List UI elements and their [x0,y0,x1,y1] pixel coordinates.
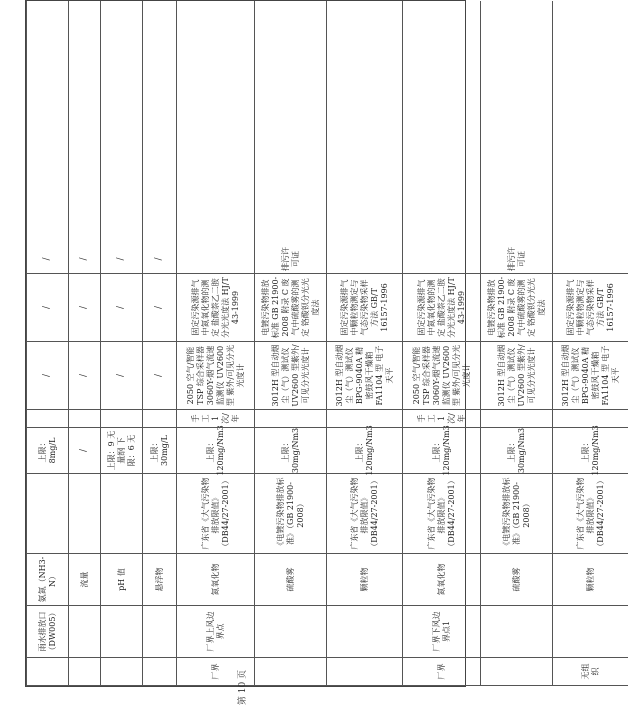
cell-method: 3012H 型自动烟尘（气）测试仪 UV2600 型紫外/可见分光光度计 [255,342,326,410]
cell-cert: 电镀污染物排放标准 GB 21900-2008 附录 C 废气中硫酸雾的测定 铬酸钡分光光度法 [481,274,552,342]
cell-freq [101,410,142,428]
cell-limit: 上限：30mg/L [143,428,176,474]
table-row [176,1,254,686]
cell-cert: / [143,274,176,342]
cell-point: 厂界下风边界点1 [403,606,480,658]
cell-method: 3012H 型自动烟尘（气）测试仪 UV2600 型紫外/可见分光光度计 [481,342,552,410]
cell-limit: 上限：30mg/Nm3 [481,428,552,474]
cell-limit: 上限：30mg/Nm3 [255,428,326,474]
cell-limit: 上限：120mg/Nm3 [327,428,402,474]
cell-evidence: 排污许可证 [255,245,326,274]
cell-site [327,658,402,686]
cell-point [553,606,628,658]
cell-method: 2050 空气/智能 TSP 综合采样器 3060Y-烟气流速监测仪 UV2600 型 紫外/可见分光光度计 [177,342,254,410]
cell-point [481,606,552,658]
cell-evidence: / [101,245,142,274]
cell-standard: 广东省《大气污染物排放限值》（DB44/27-2001） [553,474,628,554]
cell-point [327,606,402,658]
cell-pollutant: 硫酸雾 [481,554,552,606]
cell-cert: / [69,274,100,342]
cell-freq [481,410,552,428]
cell-pollutant: 颗粒物 [553,554,628,606]
cell-method: / [143,342,176,410]
table-row [552,1,628,686]
cell-point [255,606,326,658]
cell-evidence [327,245,402,274]
cell-pollutant: 氮氧化物 [177,554,254,606]
cell-cert: / [27,274,68,342]
cell-pollutant: 颗粒物 [327,554,402,606]
cell-site [69,658,100,686]
cell-cert: 固定污染源排气中氮氧化物的测定 盐酸萘乙二胺分光光度法 HJ/T 43-1999 [403,274,480,342]
cell-standard [69,474,100,554]
cell-site [255,658,326,686]
cell-freq [327,410,402,428]
cell-method: / [101,342,142,410]
cell-cert: 电镀污染物排放标准 GB 21900-2008 附录 C 废气中硫酸雾的测定 铬酸钡分光光度法 [255,274,326,342]
cell-site: 无组织 [553,658,628,686]
cell-evidence: / [69,245,100,274]
cell-freq [27,410,68,428]
cell-site [143,658,176,686]
cell-limit: 上限：9 无量纲 下限：6 无 [101,428,142,474]
cell-standard [101,474,142,554]
cell-pollutant: 流量 [69,554,100,606]
cell-evidence: / [143,245,176,274]
table-row [326,1,402,686]
table-row [142,1,176,686]
cell-site: 厂界 [403,658,480,686]
cell-limit: 上限：120mg/Nm3 [177,428,254,474]
cell-method: 2050 空气/智能 TSP 综合采样器 3060Y-烟气流速监测仪 UV2600 型 紫外/可见分光光度计 [403,342,480,410]
cell-cert: 固定污染源排气中颗粒物测定与气态污染物采样方法 GB/T 16157-1996 [327,274,402,342]
table-row [480,1,552,686]
cell-site [481,658,552,686]
cell-evidence [177,245,254,274]
page-number: 第 10 页 [238,669,249,706]
cell-standard: 广东省《大气污染物排放限值》（DB44/27-2001） [177,474,254,554]
cell-freq [553,410,628,428]
cell-freq: 手工 1次/年 [177,410,254,428]
cell-limit: / [69,428,100,474]
cell-cert: 固定污染源排气中颗粒物测定与气态污染物采样方法 GB/T 16157-1996 [553,274,628,342]
cell-pollutant: pH 值 [101,554,142,606]
table-row [100,1,142,686]
cell-point [69,606,100,658]
cell-method: 3012H 型自动烟尘（气）测试仪 BPG-9040A 精密鼓风干燥箱 FA1104 型 电子天平 [327,342,402,410]
cell-pollutant: 氨氮（NH3-N） [27,554,68,606]
cell-point: 雨水排放口（DW005） [27,606,68,658]
cell-point [143,606,176,658]
cell-limit: 上限：120mg/Nm3 [403,428,480,474]
cell-limit: 上限：8mg/L [27,428,68,474]
cell-standard: 广东省《大气污染物排放限值》（DB44/27-2001） [403,474,480,554]
cell-pollutant: 悬浮物 [143,554,176,606]
cell-standard: 《电镀污染物排放标准》（GB 21900-2008） [481,474,552,554]
cell-standard [143,474,176,554]
cell-site: 厂界 [177,658,254,686]
cell-freq [255,410,326,428]
cell-cert: / [101,274,142,342]
cell-cert: 固定污染源排气中氮氧化物的测定 盐酸萘乙二胺分光光度法 HJ/T 43-1999 [177,274,254,342]
cell-freq [69,410,100,428]
cell-point: 厂界上风边界点 [177,606,254,658]
cell-method: / [27,342,68,410]
cell-freq: 手工 1次/年 [403,410,480,428]
cell-site [27,658,68,686]
cell-standard: 《电镀污染物排放标准》（GB 21900-2008） [255,474,326,554]
cell-evidence: / [27,245,68,274]
cell-pollutant: 硫酸雾 [255,554,326,606]
cell-standard [27,474,68,554]
cell-pollutant: 氮氧化物 [403,554,480,606]
table-row [26,1,68,686]
cell-point [101,606,142,658]
cell-freq [143,410,176,428]
cell-limit: 上限：120mg/Nm3 [553,428,628,474]
cell-evidence [553,245,628,274]
cell-evidence: 排污许可证 [481,245,552,274]
table-row [68,1,100,686]
monitoring-table [25,0,620,687]
table-row [402,1,480,686]
cell-method: 3012H 型自动烟尘（气）测试仪 BPG-9040A 精密鼓风干燥箱 FA1104 型 电子天平 [553,342,628,410]
cell-standard: 广东省《大气污染物排放限值》（DB44/27-2001） [327,474,402,554]
cell-site [101,658,142,686]
cell-method: / [69,342,100,410]
cell-evidence [403,245,480,274]
table-row [254,1,326,686]
